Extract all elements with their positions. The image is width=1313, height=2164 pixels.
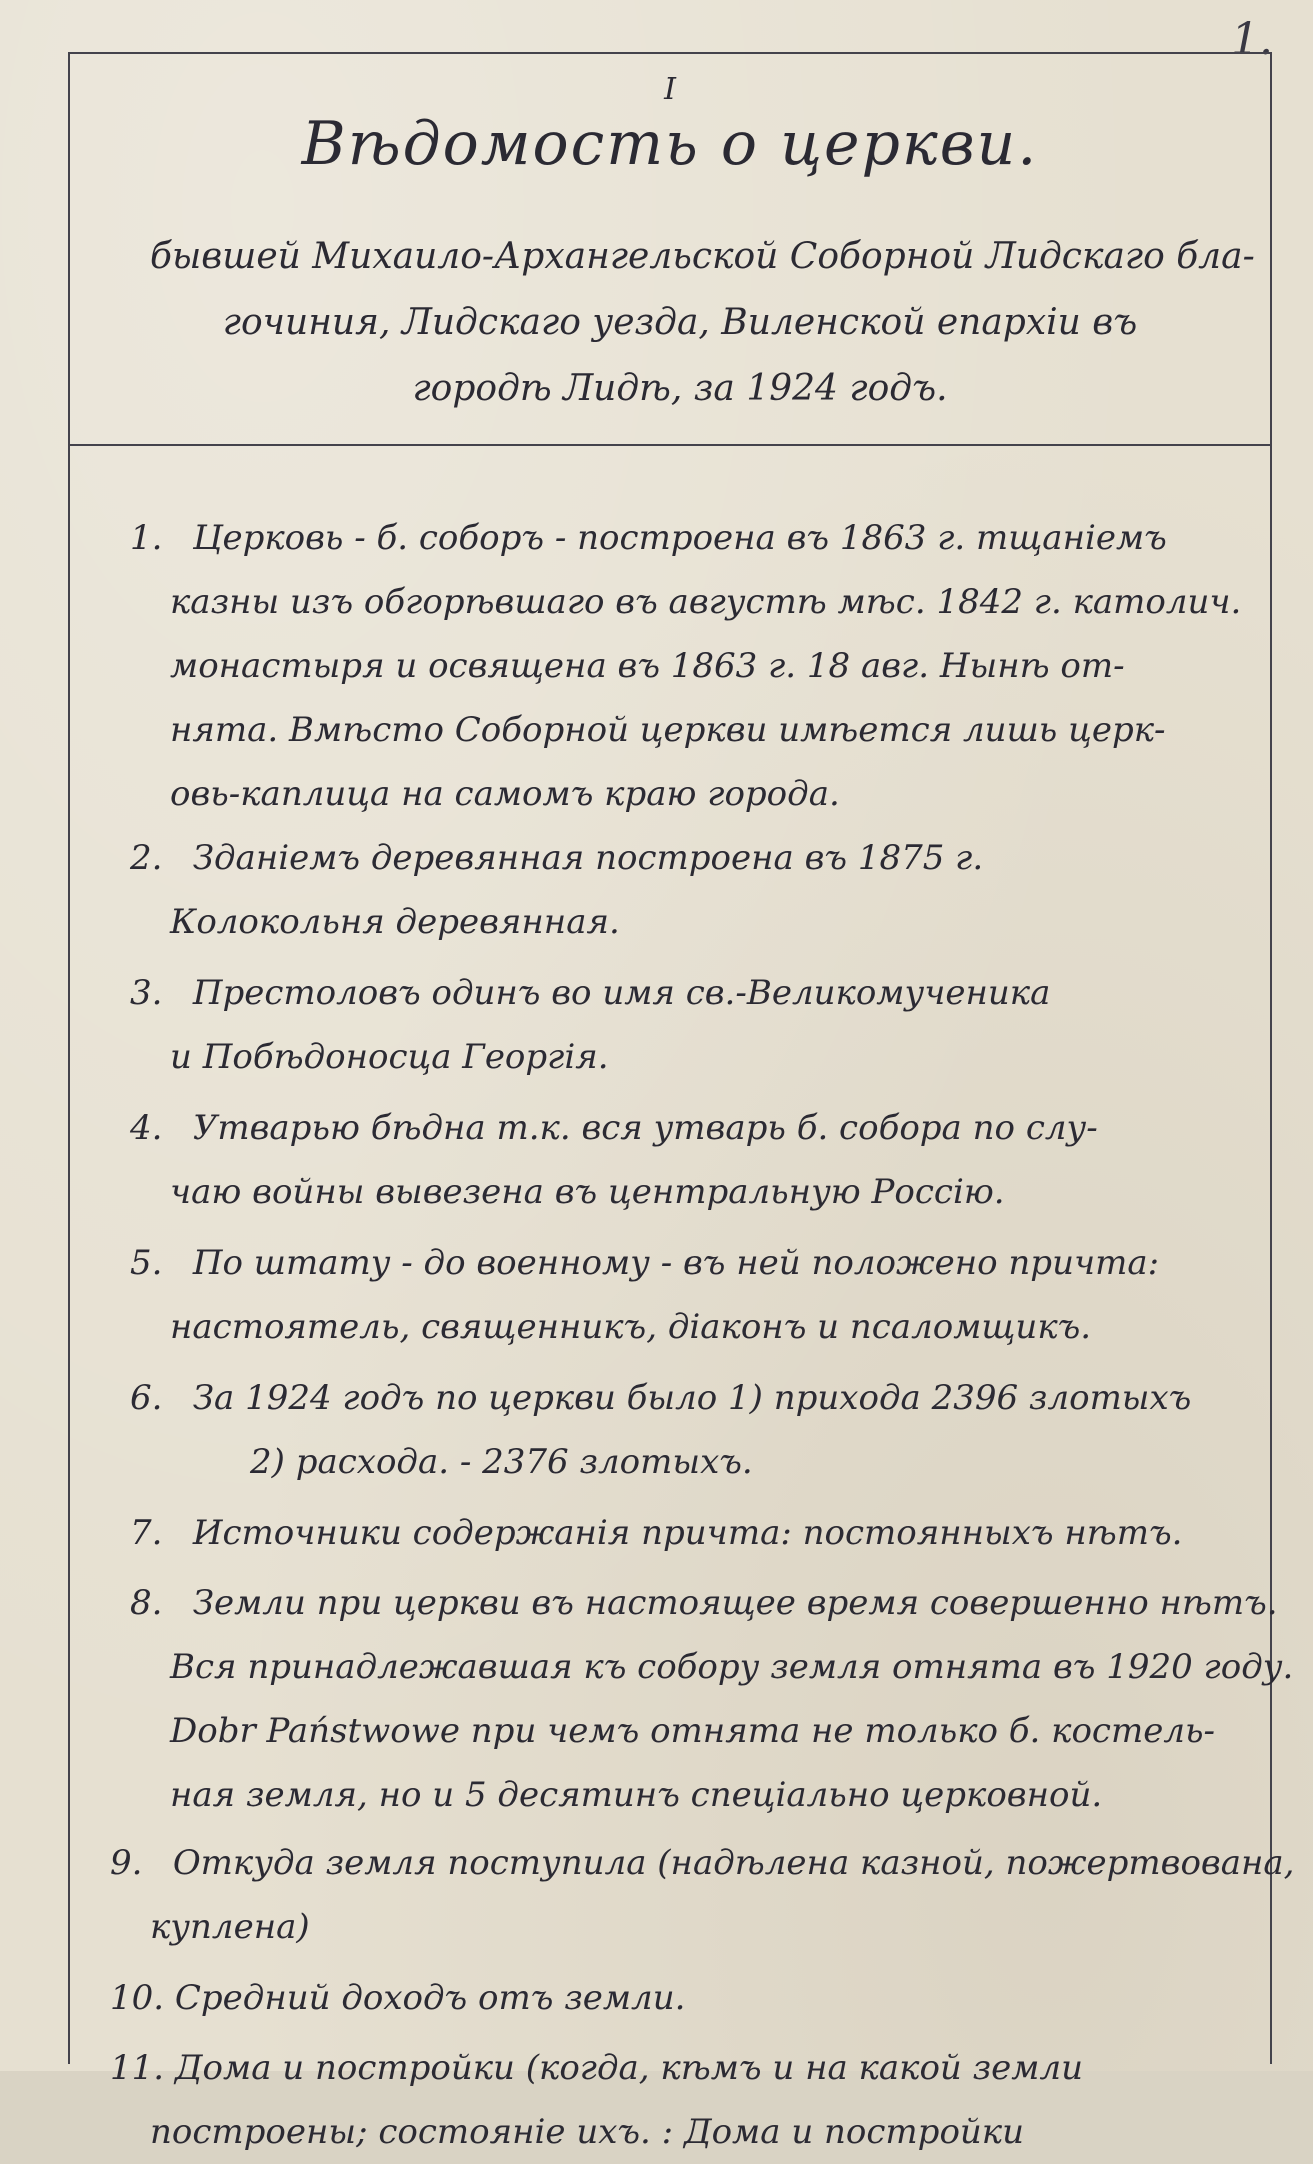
entry-text: Церковь - б. соборъ - построена въ 1863 г. тщанiемъ (192, 518, 1167, 558)
entry-text: настоятель, священникъ, дiаконъ и псаломщикъ. (170, 1307, 1092, 1347)
entry-text: казны изъ обгорѣвшаго въ августѣ мѣс. 1842 г. католич. (170, 582, 1242, 622)
entry-text: нята. Вмѣсто Соборной церкви имѣется лишь церк- (170, 710, 1166, 750)
entry-6 (130, 1366, 1250, 1494)
entry-text: Дома и постройки (когда, кѣмъ и на какой земли (174, 2048, 1084, 2088)
entry-text: По штату - до военному - въ ней положено причта: (192, 1243, 1160, 1283)
entry-10 (110, 1966, 1250, 2030)
sheet-number: 1. (1231, 14, 1273, 65)
entry-text: Престоловъ одинъ во имя св.-Великомученика (192, 973, 1051, 1013)
entry-number: 8. (130, 1583, 163, 1623)
subtitle-line: городѣ Лидѣ, за 1924 годъ. (412, 368, 948, 409)
entry-1 (130, 506, 1250, 826)
subtitle-line: бывшей Михаило-Архангельской Соборной Лидскаго бла- (150, 236, 1255, 277)
entry-text: 2) расхода. - 2376 злотыхъ. (250, 1442, 753, 1482)
entry-number: 5. (130, 1243, 163, 1283)
entry-number: 3. (130, 973, 163, 1013)
entry-text: Зданiемъ деревянная построена въ 1875 г. (192, 838, 984, 878)
entry-2 (130, 826, 1250, 954)
entry-text: ная земля, но и 5 десятинъ спецiально церковной. (170, 1775, 1103, 1815)
entry-7 (130, 1501, 1250, 1565)
entry-text: и Побѣдоносца Георгiя. (170, 1037, 609, 1077)
entry-text: Источники содержанiя причта: постоянныхъ нѣтъ. (192, 1513, 1183, 1553)
entry-text: Dobr Państwowe при чемъ отнята не только б. костель- (170, 1711, 1215, 1751)
entry-4 (130, 1096, 1250, 1224)
entry-text: Утварью бѣдна т.к. вся утварь б. собора по слу- (192, 1108, 1098, 1148)
entry-number: 11. (110, 2048, 165, 2088)
entry-text: овь-каплица на самомъ краю города. (170, 774, 840, 814)
entry-text: куплена) (150, 1907, 310, 1947)
entry-5 (130, 1231, 1250, 1359)
document-title: Вѣдомость о церкви. (301, 109, 1039, 179)
entry-11 (110, 2036, 1250, 2164)
entry-number: 1. (130, 518, 163, 558)
entry-text: За 1924 годъ по церкви было 1) прихода 2396 злотыхъ (192, 1378, 1192, 1418)
subtitle-line: гочиния, Лидскаго уезда, Виленской епархiи въ (222, 302, 1138, 343)
entry-number: 4. (130, 1108, 163, 1148)
entry-text: Вся принадлежавшая къ собору земля отнята въ 1920 году. (170, 1647, 1294, 1687)
entry-9 (110, 1831, 1295, 1959)
entry-number: 7. (130, 1513, 163, 1553)
entry-number: 10. (110, 1978, 165, 2018)
document-subtitle (150, 224, 1255, 422)
entry-text: чаю войны вывезена въ центральную Россiю. (170, 1172, 1005, 1212)
ruled-frame (68, 52, 1295, 2152)
entry-text: Откуда земля поступила (надѣлена казной, пожертвована, (172, 1843, 1295, 1883)
entry-number: 6. (130, 1378, 163, 1418)
entry-number: 2. (130, 838, 163, 878)
entry-text: построены; состоянiе ихъ. : Дома и постройки (150, 2112, 1025, 2152)
entry-3 (130, 961, 1250, 1089)
entry-text: Колокольня деревянная. (170, 902, 620, 942)
header-section (70, 54, 1270, 446)
entry-text: Средний доходъ отъ земли. (174, 1978, 686, 2018)
entry-8 (130, 1571, 1294, 1827)
section-numeral: I (664, 72, 676, 107)
entry-number: 9. (110, 1843, 143, 1883)
entry-text: Земли при церкви въ настоящее время совершенно нѣтъ. (192, 1583, 1278, 1623)
entry-text: монастыря и освящена въ 1863 г. 18 авг. Нынѣ от- (170, 646, 1125, 686)
